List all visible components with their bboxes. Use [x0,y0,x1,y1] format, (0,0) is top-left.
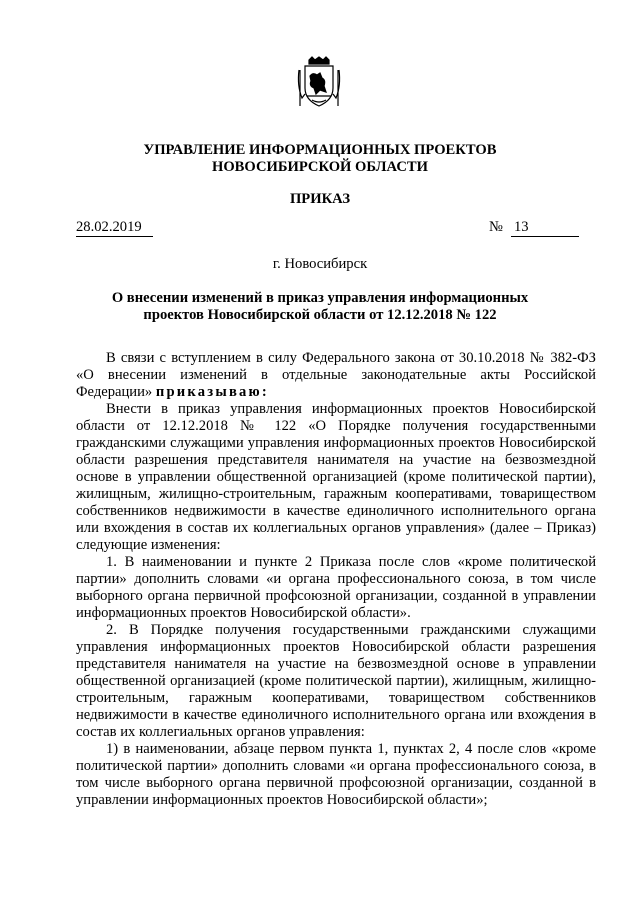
paragraph-main: Внести в приказ управления информационных проектов Новосибирской области от 12.12.2018 № 122 «О Порядке получения государственными гражданскими служащими управления информационных проектов Новосибирской области разрешения представителя нанимателя на участие на безвозмездной основе в управлении общественной организацией (кроме политической партии), жилищным, жилищно-строительным, гаражным кооперативами, товариществом собственников недвижимости в качестве единоличного исполнительного органа или вхождения в состав их коллегиальных органов управления» (далее – Приказ) следующие изменения: [76,401,596,553]
title-line1: О внесении изменений в приказ управления информационных [111,290,529,306]
document-date: 28.02.2019 [76,219,153,237]
document-title [100,290,540,324]
document-body [76,350,596,809]
document-number: 13 [511,219,579,237]
order-keyword: приказываю: [155,384,269,400]
organization-name-line2: НОВОСИБИРСКОЙ ОБЛАСТИ [211,159,428,175]
document-type: ПРИКАЗ [289,191,351,207]
paragraph-item-1: 1. В наименовании и пункте 2 Приказа после слов «кроме политической партии» дополнить словами «и органа профессионального союза, в том числе выборного органа первичной профсоюзной организации, созданной в управлении информационных проектов Новосибирской области». [76,554,596,621]
paragraph-preamble [76,350,596,401]
city: г. Новосибирск [272,256,368,272]
coat-of-arms-icon [296,56,342,110]
preamble-text: В связи с вступлением в силу Федерального закона от 30.10.2018 № 382-ФЗ «О внесении изменений в отдельные законодательные акты Российской Федерации» [76,350,596,400]
title-line2: проектов Новосибирской области от 12.12.2018 № 122 [143,307,497,323]
organization-name-line1: УПРАВЛЕНИЕ ИНФОРМАЦИОННЫХ ПРОЕКТОВ [143,142,497,158]
paragraph-subitem-1: 1) в наименовании, абзаце первом пункта 1, пунктах 2, 4 после слов «кроме политической партии» дополнить словами «и органа профессионального союза, в том числе выборного органа первичной профсоюзной организации, созданной в управлении информационных проектов Новосибирской области»; [76,741,596,808]
paragraph-item-2: 2. В Порядке получения государственными гражданскими служащими управления информационных проектов Новосибирской области разрешения представителя нанимателя на участие на безвозмездной основе в управлении общественной организацией (кроме политической партии), жилищным, жилищно-строительным, гаражным кооперативами, товариществом собственников недвижимости в качестве единоличного исполнительного органа или вхождения в состав их коллегиальных органов управления: [76,622,596,740]
number-label: № [489,219,503,235]
